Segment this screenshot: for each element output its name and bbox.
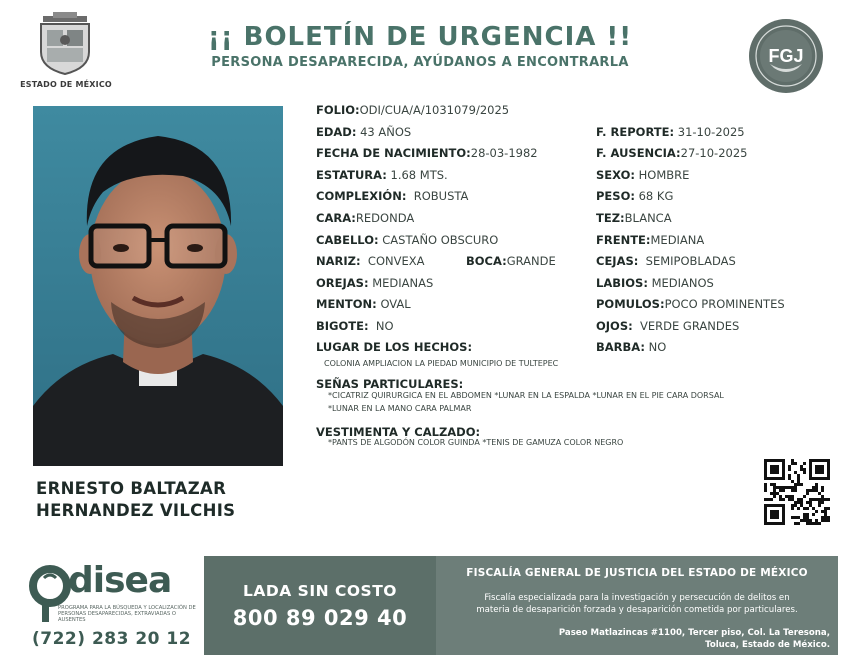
fgj-address (440, 627, 830, 651)
bulletin-title: ¡¡ BOLETÍN DE URGENCIA !! (207, 22, 633, 52)
senas-line2: *LUNAR EN LA MANO CARA PALMAR (328, 404, 472, 413)
field-boca: BOCA:GRANDE (466, 254, 556, 268)
field-cara: CARA:REDONDA (316, 211, 415, 225)
field-pomulos: POMULOS:POCO PROMINENTES (596, 297, 785, 311)
fgj-description-line2: materia de desaparición forzada y desaparición cometida por particulares. (476, 605, 798, 615)
field-complexion: COMPLEXIÓN: ROBUSTA (316, 189, 469, 203)
person-photo (33, 106, 283, 466)
field-f-reporte: F. REPORTE: 31-10-2025 (596, 125, 745, 139)
fgj-logo-text: FGJ (768, 46, 804, 66)
fgj-description (440, 592, 834, 616)
field-fecha-nacimiento: FECHA DE NACIMIENTO:28-03-1982 (316, 146, 538, 160)
field-ojos: OJOS: VERDE GRANDES (596, 319, 740, 333)
fgj-address-line2: Toluca, Estado de México. (705, 640, 830, 650)
lada-label: LADA SIN COSTO (243, 582, 397, 600)
person-name-line1: ERNESTO BALTAZAR (36, 479, 227, 498)
field-peso: PESO: 68 KG (596, 189, 674, 203)
field-lugar-hechos-value: COLONIA AMPLIACION LA PIEDAD MUNICIPIO DE TULTEPEC (324, 359, 559, 368)
vestimenta-label: VESTIMENTA Y CALZADO: (316, 425, 481, 439)
vestimenta-line1: *PANTS DE ALGODÓN COLOR GUINDA *TENIS DE GAMUZA COLOR NEGRO (328, 438, 624, 447)
bulletin-subtitle: PERSONA DESAPARECIDA, AYÚDANOS A ENCONTRARLA (211, 55, 629, 70)
field-bigote: BIGOTE: NO (316, 319, 394, 333)
senas-line1: *CICATRIZ QUIRURGICA EN EL ABDOMEN *LUNAR EN LA ESPALDA *LUNAR EN EL PIE CARA DORSAL (328, 391, 724, 400)
fgj-seal-icon (748, 18, 824, 94)
odisea-wordmark: disea (68, 560, 172, 601)
qr-code-icon[interactable] (764, 459, 830, 525)
state-crest-icon (35, 12, 95, 76)
field-cabello: CABELLO: CASTAÑO OBSCURO (316, 233, 499, 247)
odisea-description: PROGRAMA PARA LA BÚSQUEDA Y LOCALIZACIÓN DE PERSONAS DESAPARECIDAS, EXTRAVIADAS O AUSENTES (58, 605, 196, 623)
field-barba: BARBA: NO (596, 340, 667, 354)
local-phone[interactable]: (722) 283 20 12 (32, 629, 192, 649)
person-name-line2: HERNANDEZ VILCHIS (36, 501, 236, 520)
field-edad: EDAD: 43 AÑOS (316, 125, 412, 139)
field-tez: TEZ:BLANCA (596, 211, 672, 225)
field-orejas: OREJAS: MEDIANAS (316, 276, 434, 290)
field-labios: LABIOS: MEDIANOS (596, 276, 714, 290)
senas-label: SEÑAS PARTICULARES: (316, 377, 464, 391)
fgj-address-line1: Paseo Matlazincas #1100, Tercer piso, Col. La Teresona, (558, 628, 830, 638)
field-frente: FRENTE:MEDIANA (596, 233, 705, 247)
person-name (36, 478, 296, 522)
field-cejas: CEJAS: SEMIPOBLADAS (596, 254, 736, 268)
field-estatura: ESTATURA: 1.68 MTS. (316, 168, 448, 182)
field-menton: MENTON: OVAL (316, 297, 411, 311)
field-f-ausencia: F. AUSENCIA:27-10-2025 (596, 146, 748, 160)
field-sexo: SEXO: HOMBRE (596, 168, 690, 182)
state-label: ESTADO DE MÉXICO (20, 80, 112, 89)
fgj-name: FISCALÍA GENERAL DE JUSTICIA DEL ESTADO DE MÉXICO (466, 567, 808, 579)
field-nariz: NARIZ: CONVEXA (316, 254, 425, 268)
fgj-description-line1: Fiscalía especializada para la investigación y persecución de delitos en (484, 593, 790, 603)
field-folio: FOLIO:ODI/CUA/A/1031079/2025 (316, 103, 510, 117)
lada-number[interactable]: 800 89 029 40 (232, 606, 408, 630)
field-lugar-hechos-label: LUGAR DE LOS HECHOS: (316, 340, 473, 354)
